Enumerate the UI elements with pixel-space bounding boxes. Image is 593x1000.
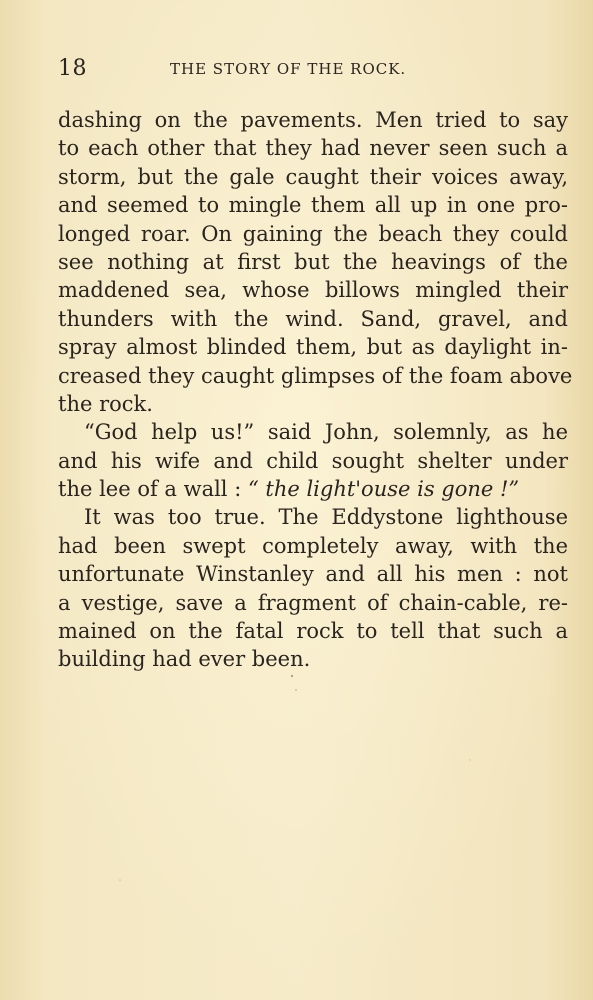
italic-quote: “ the light'ouse is gone !” bbox=[247, 477, 520, 502]
text-line: spray almost blinded them, but as daylight in- bbox=[58, 335, 568, 360]
text-line: It was too true. The Eddystone lighthouse bbox=[84, 505, 568, 530]
text-line: dashing on the pavements. Men tried to say bbox=[58, 108, 568, 132]
text-line: storm, but the gale caught their voices away, bbox=[58, 164, 568, 189]
text-line: unfortunate Winstanley and all his men : not bbox=[58, 562, 568, 587]
text-line: had been swept completely away, with the bbox=[58, 533, 568, 558]
page-header bbox=[58, 54, 568, 84]
text-line: creased they caught glimpses of the foam above bbox=[58, 363, 573, 388]
text-line: maddened sea, whose billows mingled their bbox=[58, 278, 568, 303]
text-line: see nothing at first but the heavings of the bbox=[58, 249, 568, 274]
text-line: and seemed to mingle them all up in one pro- bbox=[58, 193, 568, 218]
text-line: to each other that they had never seen such a bbox=[58, 136, 568, 161]
text-line: “God help us!” said John, solemnly, as he bbox=[84, 420, 568, 445]
text-line: longed roar. On gaining the beach they could bbox=[58, 221, 568, 246]
body-text bbox=[58, 106, 573, 674]
text-line: the rock. bbox=[58, 391, 153, 416]
running-title: THE STORY OF THE ROCK. bbox=[170, 60, 407, 78]
text-line: and his wife and child sought shelter under bbox=[58, 448, 568, 473]
text-line: a vestige, save a fragment of chain-cable, re- bbox=[58, 590, 568, 615]
text-line: building had ever been. bbox=[58, 647, 311, 672]
text-line: mained on the fatal rock to tell that such a bbox=[58, 619, 568, 644]
text-line: thunders with the wind. Sand, gravel, and bbox=[58, 306, 568, 331]
text-line-start: the lee of a wall : bbox=[58, 477, 248, 502]
text-line-with-quote bbox=[58, 475, 568, 503]
page-number: 18 bbox=[58, 56, 87, 81]
